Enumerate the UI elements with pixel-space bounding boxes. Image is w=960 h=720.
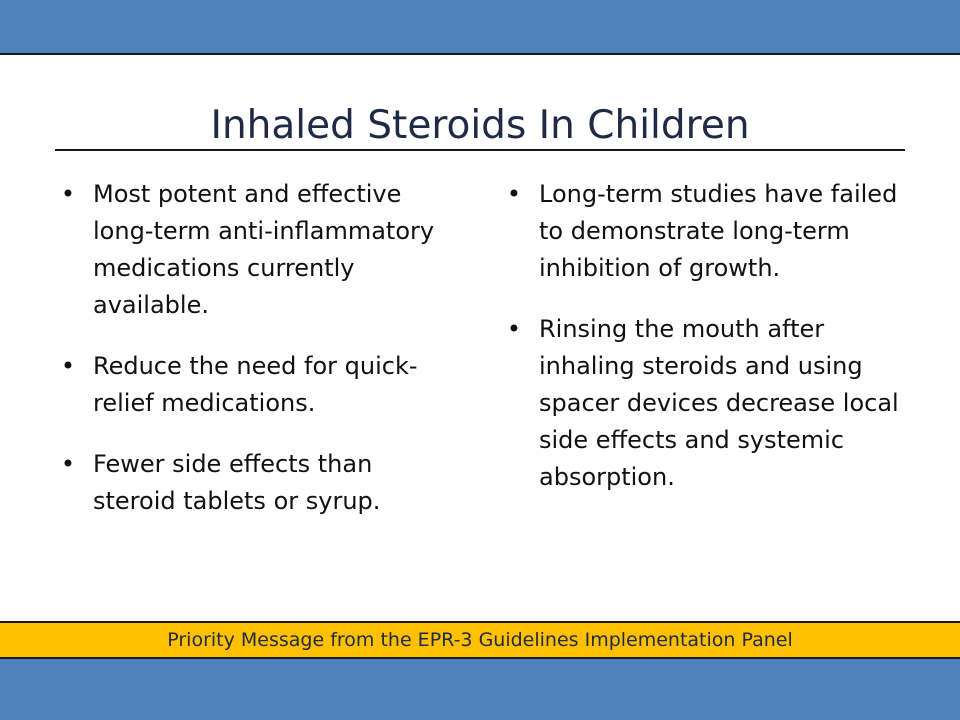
- bullet-item: [504, 311, 904, 496]
- top-decorative-band: [0, 0, 960, 55]
- right-column: [504, 176, 904, 520]
- bullet-text: Reduce the need for quick-relief medications.: [93, 352, 418, 417]
- bullet-icon: •: [506, 180, 522, 208]
- bullet-icon: •: [60, 450, 76, 478]
- left-bullet-list: [58, 176, 458, 520]
- bullet-item: [504, 176, 904, 287]
- bullet-text: Fewer side effects than steroid tablets or syrup.: [93, 450, 381, 515]
- right-bullet-list: [504, 176, 904, 496]
- bullet-text: Long-term studies have failed to demonstrate long-term inhibition of growth.: [539, 180, 898, 282]
- bullet-text: Rinsing the mouth after inhaling steroids and using spacer devices decrease local side effects and systemic absorption.: [539, 315, 899, 491]
- bullet-icon: •: [60, 180, 76, 208]
- bottom-decorative-band: [0, 659, 960, 720]
- bullet-icon: •: [506, 315, 522, 343]
- bullet-item: [58, 176, 458, 324]
- priority-message-banner: Priority Message from the EPR-3 Guidelines Implementation Panel: [0, 621, 960, 659]
- bullet-icon: •: [60, 352, 76, 380]
- title-underline-rule: [55, 149, 905, 151]
- bullet-item: [58, 348, 458, 422]
- bullet-text: Most potent and effective long-term anti-inflammatory medications currently available.: [93, 180, 435, 319]
- left-column: [58, 176, 458, 544]
- slide-title: Inhaled Steroids In Children: [210, 103, 750, 148]
- bullet-item: [58, 446, 458, 520]
